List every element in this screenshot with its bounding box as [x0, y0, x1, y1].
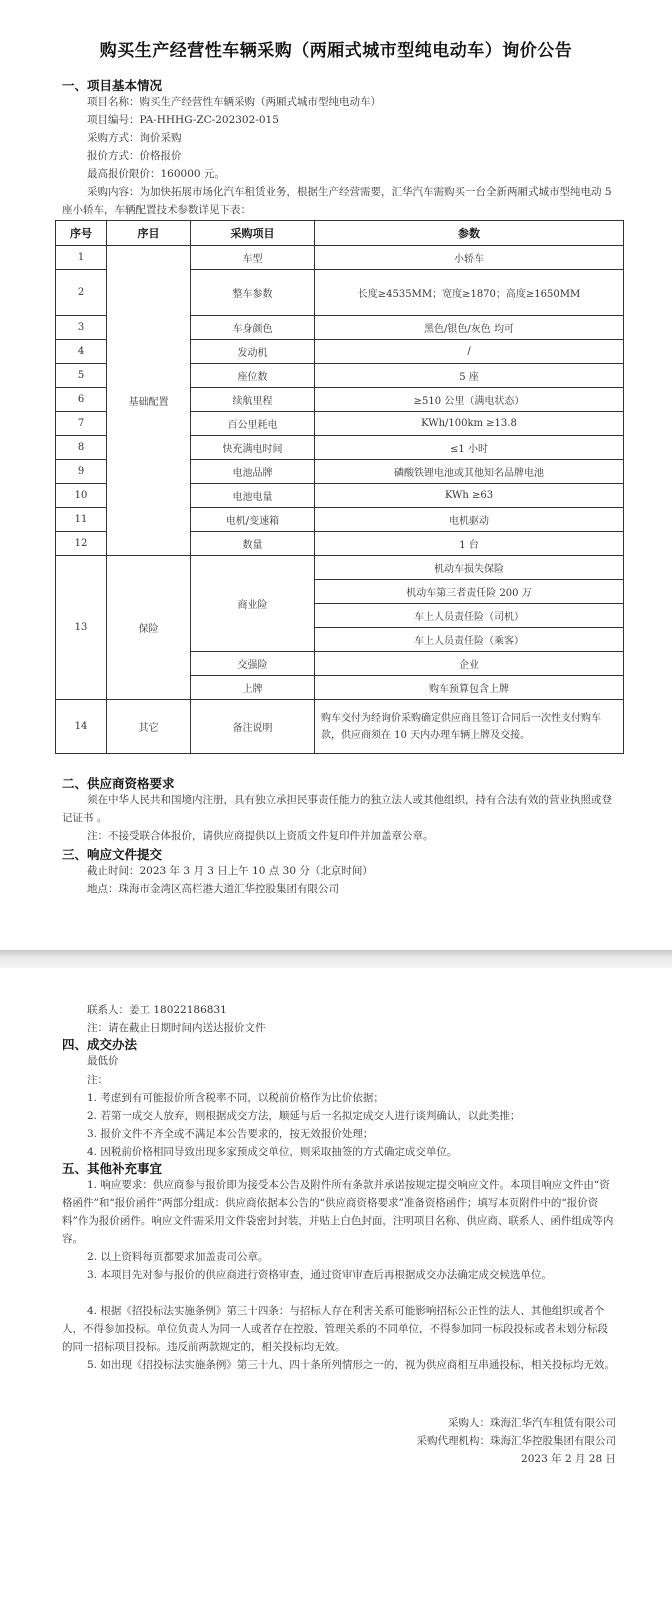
cell-param: 小轿车 [315, 246, 624, 270]
submission-deadline: 截止时间：2023 年 3 月 3 日上午 10 点 30 分（北京时间） [87, 865, 373, 877]
cell-item: 整车参数 [191, 270, 315, 316]
header-item: 采购项目 [191, 221, 315, 246]
cell-param: KWh ≥63 [315, 484, 624, 508]
cell-item: 快充满电时间 [191, 436, 315, 460]
section-2-heading: 二、供应商资格要求 [62, 776, 175, 791]
procurement-agent: 采购代理机构：珠海汇华控股集团有限公司 [416, 1435, 616, 1447]
cell-no: 10 [56, 484, 107, 508]
procurement-content: 采购内容：为加快拓展市场化汽车租赁业务，根据生产经营需要，汇华汽车需购买一台全新两厢式城市型纯电动 5 座小轿车，车辆配置技术参数详见下表： [62, 186, 612, 216]
cell-no: 7 [56, 412, 107, 436]
award-method: 最低价 [87, 1055, 119, 1067]
cell-item-commercial: 商业险 [191, 556, 315, 652]
qualification-requirement: 须在中华人民共和国境内注册，具有独立承担民事责任能力的独立法人或其他组织，持有合法有效的营业执照或登记证书 。 [62, 794, 612, 824]
cell-no: 13 [56, 556, 107, 700]
section-3-heading: 三、响应文件提交 [62, 847, 163, 862]
project-name: 项目名称：购买生产经营性车辆采购（两厢式城市型纯电动车） [87, 96, 381, 108]
cell-item: 车型 [191, 246, 315, 270]
purchaser: 采购人：珠海汇华汽车租赁有限公司 [448, 1417, 616, 1429]
cell-param: 车上人员责任险（司机） [315, 604, 624, 628]
cell-param: 车上人员责任险（乘客） [315, 628, 624, 652]
cell-no: 11 [56, 508, 107, 532]
cell-no: 4 [56, 340, 107, 364]
cell-no: 14 [56, 700, 107, 754]
award-rule-1: 1. 考虑到有可能报价所含税率不同，以税前价格作为比价依据； [87, 1092, 384, 1104]
max-price: 最高报价限价：160000 元。 [87, 168, 225, 180]
cell-item: 电机/变速箱 [191, 508, 315, 532]
cell-item: 上牌 [191, 676, 315, 700]
award-rule-4: 4. 因税前价格相同导致出现多家预成交单位，则采取抽签的方式确定成交单位。 [87, 1146, 458, 1158]
specification-table [55, 220, 624, 754]
group-other: 其它 [107, 700, 191, 754]
group-insurance: 保险 [107, 556, 191, 700]
table-row [56, 556, 624, 580]
delivery-note: 注：请在截止日期时间内送达报价文件 [87, 1022, 266, 1034]
award-rule-2: 2. 若第一成交人放弃，则根据成交方法，顺延与后一名拟定成交人进行谈判确认，以此类推； [87, 1110, 521, 1122]
cell-param: 企业 [315, 652, 624, 676]
cell-param: 黑色/银色/灰色 均可 [315, 316, 624, 340]
award-rule-3: 3. 报价文件不齐全或不满足本公告要求的，按无效报价处理； [87, 1128, 374, 1140]
header-category: 序目 [107, 221, 191, 246]
table-row [56, 246, 624, 270]
document-title: 购买生产经营性车辆采购（两厢式城市型纯电动车）询价公告 [99, 41, 573, 61]
cell-param: 机动车损失保险 [315, 556, 624, 580]
cell-no: 9 [56, 460, 107, 484]
cell-param-remark: 购车交付为经询价采购确定供应商且签订合同后一次性支付购车款，供应商须在 10 天内办理车辆上牌及交接。 [315, 700, 624, 754]
cell-param: 5 座 [315, 364, 624, 388]
cell-no: 2 [56, 270, 107, 316]
quotation-method: 报价方式：价格报价 [87, 150, 182, 162]
group-basic-config: 基础配置 [107, 246, 191, 556]
table-header-row [56, 221, 624, 246]
cell-item: 发动机 [191, 340, 315, 364]
cell-item: 备注说明 [191, 700, 315, 754]
header-no: 序号 [56, 221, 107, 246]
section-1-heading: 一、项目基本情况 [62, 78, 163, 93]
cell-item: 续航里程 [191, 388, 315, 412]
supplement-item-4: 4. 根据《招投标法实施条例》第三十四条：与招标人存在利害关系可能影响招标公正性的法人、其他组织或者个人，不得参加投标。单位负责人为同一人或者存在控股、管理关系的不同单位，不得参加同一标段投标或者未划分标段的同一招标项目投标。违反前两款规定的，相关投标均无效。 [62, 1305, 608, 1353]
cell-param: KWh/100km ≥13.8 [315, 412, 624, 436]
table-row [56, 700, 624, 754]
cell-no: 3 [56, 316, 107, 340]
supplement-item-3: 3. 本项目先对参与报价的供应商进行资格审查，通过资审审查后再根据成交办法确定成交候选单位。 [87, 1269, 552, 1281]
cell-item: 电池电量 [191, 484, 315, 508]
submission-location: 地点：珠海市金湾区高栏港大道汇华控股集团有限公司 [87, 883, 339, 895]
cell-no: 1 [56, 246, 107, 270]
cell-no: 5 [56, 364, 107, 388]
procurement-method: 采购方式：询价采购 [87, 132, 182, 144]
cell-param: 1 台 [315, 532, 624, 556]
cell-item: 数量 [191, 532, 315, 556]
document-page-2 [0, 968, 672, 1600]
award-note-label: 注： [87, 1074, 108, 1086]
cell-param: 机动车第三者责任险 200 万 [315, 580, 624, 604]
header-param: 参数 [315, 221, 624, 246]
contact-person: 联系人：姜工 18022186831 [87, 1004, 227, 1016]
cell-no: 12 [56, 532, 107, 556]
supplement-item-5: 5. 如出现《招投标法实施条例》第三十九、四十条所列情形之一的，视为供应商相互串通投标，相关投标均无效。 [87, 1359, 615, 1371]
section-5-heading: 五、其他补充事宜 [62, 1161, 163, 1176]
cell-item: 电池品牌 [191, 460, 315, 484]
cell-param: / [315, 340, 624, 364]
announcement-date: 2023 年 2 月 28 日 [521, 1453, 616, 1465]
qualification-note: 注：不接受联合体报价，请供应商提供以上资质文件复印件并加盖章公章。 [87, 830, 434, 842]
cell-param: 磷酸铁锂电池或其他知名品牌电池 [315, 460, 624, 484]
cell-param: ≥510 公里（满电状态） [315, 388, 624, 412]
cell-item: 百公里耗电 [191, 412, 315, 436]
supplement-item-2: 2. 以上资料每页都要求加盖责司公章。 [87, 1251, 269, 1263]
cell-param: 购车预算包含上牌 [315, 676, 624, 700]
cell-param: ≤1 小时 [315, 436, 624, 460]
cell-item: 座位数 [191, 364, 315, 388]
cell-param: 长度≥4535MM；宽度≥1870；高度≥1650MM [315, 270, 624, 316]
cell-item: 车身颜色 [191, 316, 315, 340]
cell-item: 交强险 [191, 652, 315, 676]
section-4-heading: 四、成交办法 [62, 1037, 138, 1052]
supplement-item-1: 1. 响应要求：供应商参与报价即为接受本公告及附件所有条款并承诺按规定提交响应文件。本项目响应文件由“资格函件”和“报价函件”两部分组成：供应商依据本公告的“供应商资格要求”准备资格函件；填写本页附件中的“报价资料”作为报价函件。响应文件需采用文件袋密封封装，并贴上白色封面，注明项目名称、供应商、联系人、函件组成等内容。 [62, 1179, 614, 1245]
cell-no: 6 [56, 388, 107, 412]
cell-no: 8 [56, 436, 107, 460]
project-number: 项目编号：PA-HHHG-ZC-202302-015 [87, 114, 279, 126]
page-separator [0, 950, 672, 968]
cell-param: 电机驱动 [315, 508, 624, 532]
